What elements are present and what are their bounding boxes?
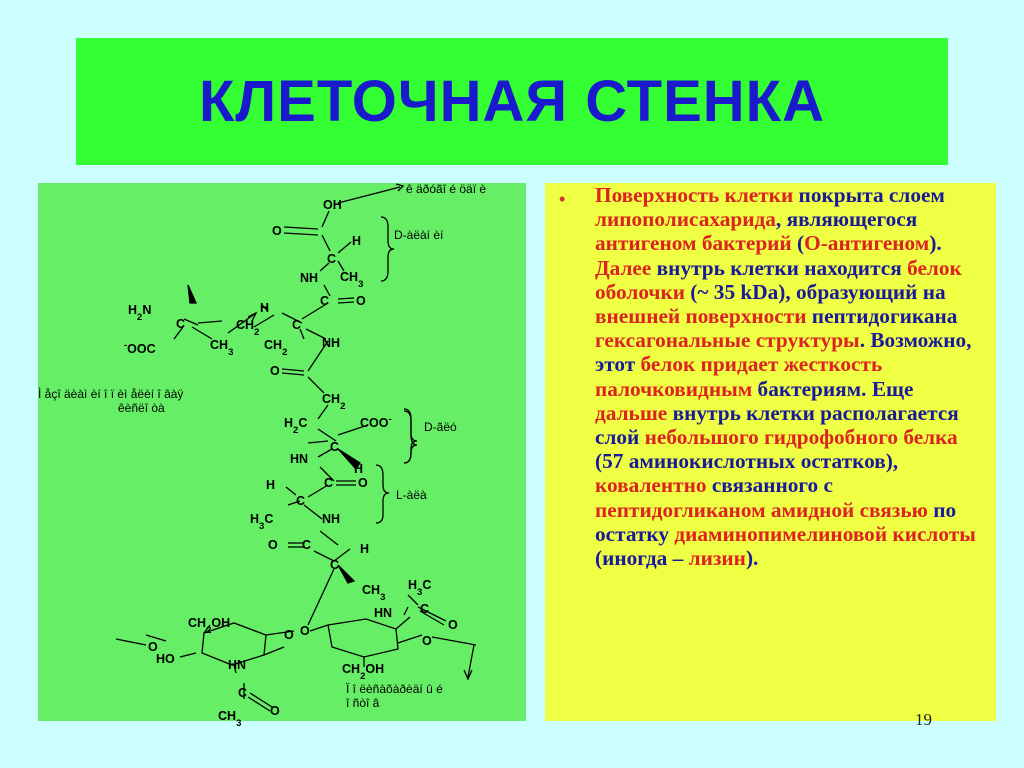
atom-o3: O xyxy=(270,364,280,378)
text-segment: ). xyxy=(929,231,942,256)
atom-ch3-4: $CH_3$ xyxy=(218,709,242,729)
atom-ch3-1: $CH_3$ xyxy=(340,270,364,290)
text-segment: небольшого гидрофобного белка xyxy=(644,425,958,450)
atom-c9: C xyxy=(420,602,430,616)
text-segment: дальше xyxy=(595,400,668,425)
diagram-bonds xyxy=(116,184,476,711)
atom-ho: HO xyxy=(156,652,175,666)
page-number: 19 xyxy=(915,710,932,729)
atom-coo: COO- xyxy=(360,413,392,430)
atom-h2n: $H_2N$ xyxy=(128,303,152,323)
text-segment: (57 аминокислотных остатков), xyxy=(595,449,899,474)
bullet-marker: • xyxy=(559,189,566,209)
text-segment: белок оболочки xyxy=(595,255,962,304)
atom-h2: H xyxy=(260,301,270,315)
atom-o7: O xyxy=(148,640,158,654)
atom-c10: C xyxy=(238,686,248,700)
text-segment: ковалентно xyxy=(595,473,707,498)
atom-ch2oh-1: $CH_2OH$ xyxy=(188,616,231,636)
atom-h3: H xyxy=(354,462,364,476)
atom-h2c: $H_2C$ xyxy=(284,416,308,436)
atom-ch2-c: $CH_2$ xyxy=(322,392,346,412)
text-segment: связанного с xyxy=(706,473,833,498)
label-diamino-2: êèñëî òà xyxy=(118,401,165,415)
text-segment: ( xyxy=(791,231,805,256)
atom-o4: O xyxy=(358,476,368,490)
label-diamino-1: Ì åçî äèàì èí î ï èì åëèí î âàÿ xyxy=(38,387,184,401)
atom-oh-top: OH xyxy=(323,198,342,212)
label-d-ala: D-àëàí èí xyxy=(394,228,444,242)
atom-o2: O xyxy=(356,294,366,308)
text-segment: . Возможно, этот xyxy=(595,328,972,377)
atom-h3c-1: $H_3C$ xyxy=(250,512,274,532)
atom-ch3-3: $CH_3$ xyxy=(362,583,386,603)
slide-title: КЛЕТОЧНАЯ СТЕНКА xyxy=(199,69,825,134)
title-bar xyxy=(76,38,948,165)
atom-nh3: NH xyxy=(322,512,341,526)
label-d-glu: D-ãëó xyxy=(424,420,457,434)
atom-nh1: NH xyxy=(300,271,319,285)
atom-c4: C xyxy=(330,440,340,454)
atom-h5: H xyxy=(360,542,370,556)
text-segment: (иногда – xyxy=(595,546,689,571)
atom-ooc: -OOC xyxy=(124,339,156,356)
atom-h1: H xyxy=(352,234,362,248)
text-segment: бактериям. Еще xyxy=(752,376,914,401)
structure-diagram-panel xyxy=(38,182,526,729)
text-segment: Поверхность клетки xyxy=(595,183,794,207)
atom-o11: O xyxy=(270,704,280,718)
atom-h4: H xyxy=(266,478,276,492)
text-segment: пептидогликаном амидной связью xyxy=(595,497,928,522)
atom-c2: C xyxy=(320,294,330,308)
text-segment: ). xyxy=(745,546,759,571)
text-segment: внутрь клетки находится xyxy=(651,255,908,280)
label-bottom-2: î ñòî â xyxy=(346,696,380,710)
text-segment: белок придает жесткость палочковидным xyxy=(595,352,883,401)
text-segment: (~ 35 kDa), образующий на xyxy=(684,279,946,304)
text-segment: липополисахарида xyxy=(595,207,776,232)
atom-o1: O xyxy=(272,224,282,238)
atom-ch2-a: $CH_2$ xyxy=(236,318,260,338)
label-top: ê äðóãî é öäï è xyxy=(406,182,487,196)
text-segment: внутрь клетки располагается слой xyxy=(595,400,959,450)
atom-ch2-b: $CH_2$ xyxy=(264,338,288,358)
text-segment: по остатку xyxy=(595,497,957,546)
label-bottom-1: Ï î ëèñàõàðèäí û é xyxy=(346,682,443,696)
text-segment: покрыта слоем xyxy=(793,183,945,207)
text-segment: внешней поверхности xyxy=(595,304,807,329)
atom-o6: O xyxy=(448,618,458,632)
peptidoglycan-structure-diagram xyxy=(38,182,526,729)
atom-c-left: C xyxy=(176,317,186,331)
atom-ch3-2: $CH_3$ xyxy=(210,338,234,358)
atom-h3c-2: $H_3C$ xyxy=(408,578,432,598)
atom-c3: C xyxy=(292,318,302,332)
atom-ch2oh-2: $CH_2OH$ xyxy=(342,662,385,682)
atom-o5: O xyxy=(268,538,278,552)
label-l-ala: L-àëà xyxy=(396,488,427,502)
text-segment: Далее xyxy=(595,255,652,280)
atom-o9: O xyxy=(300,624,310,638)
atom-c8: C xyxy=(330,558,340,572)
atom-c5: C xyxy=(324,476,334,490)
description-paragraph xyxy=(595,183,990,570)
atom-nh2: NH xyxy=(322,336,341,350)
atom-c6: C xyxy=(296,494,306,508)
text-segment: пептидогикана xyxy=(806,304,958,329)
text-segment: О-антигеном xyxy=(804,231,930,256)
atom-c7: C xyxy=(302,538,312,552)
atom-hn1: HN xyxy=(290,452,309,466)
description-panel xyxy=(545,183,996,721)
atom-o10: O xyxy=(422,634,432,648)
atom-o8: O xyxy=(284,628,294,642)
atom-c1: C xyxy=(327,252,337,266)
text-segment: гексагональные структуры xyxy=(595,328,860,353)
text-segment: антигеном бактерий xyxy=(595,231,792,256)
text-segment: лизин xyxy=(688,546,746,571)
text-segment: , являющегося xyxy=(775,207,918,232)
atom-hn2: HN xyxy=(374,606,393,620)
atom-hn3: HN xyxy=(228,658,247,672)
text-segment: диаминопимелиновой кислоты xyxy=(674,521,976,546)
